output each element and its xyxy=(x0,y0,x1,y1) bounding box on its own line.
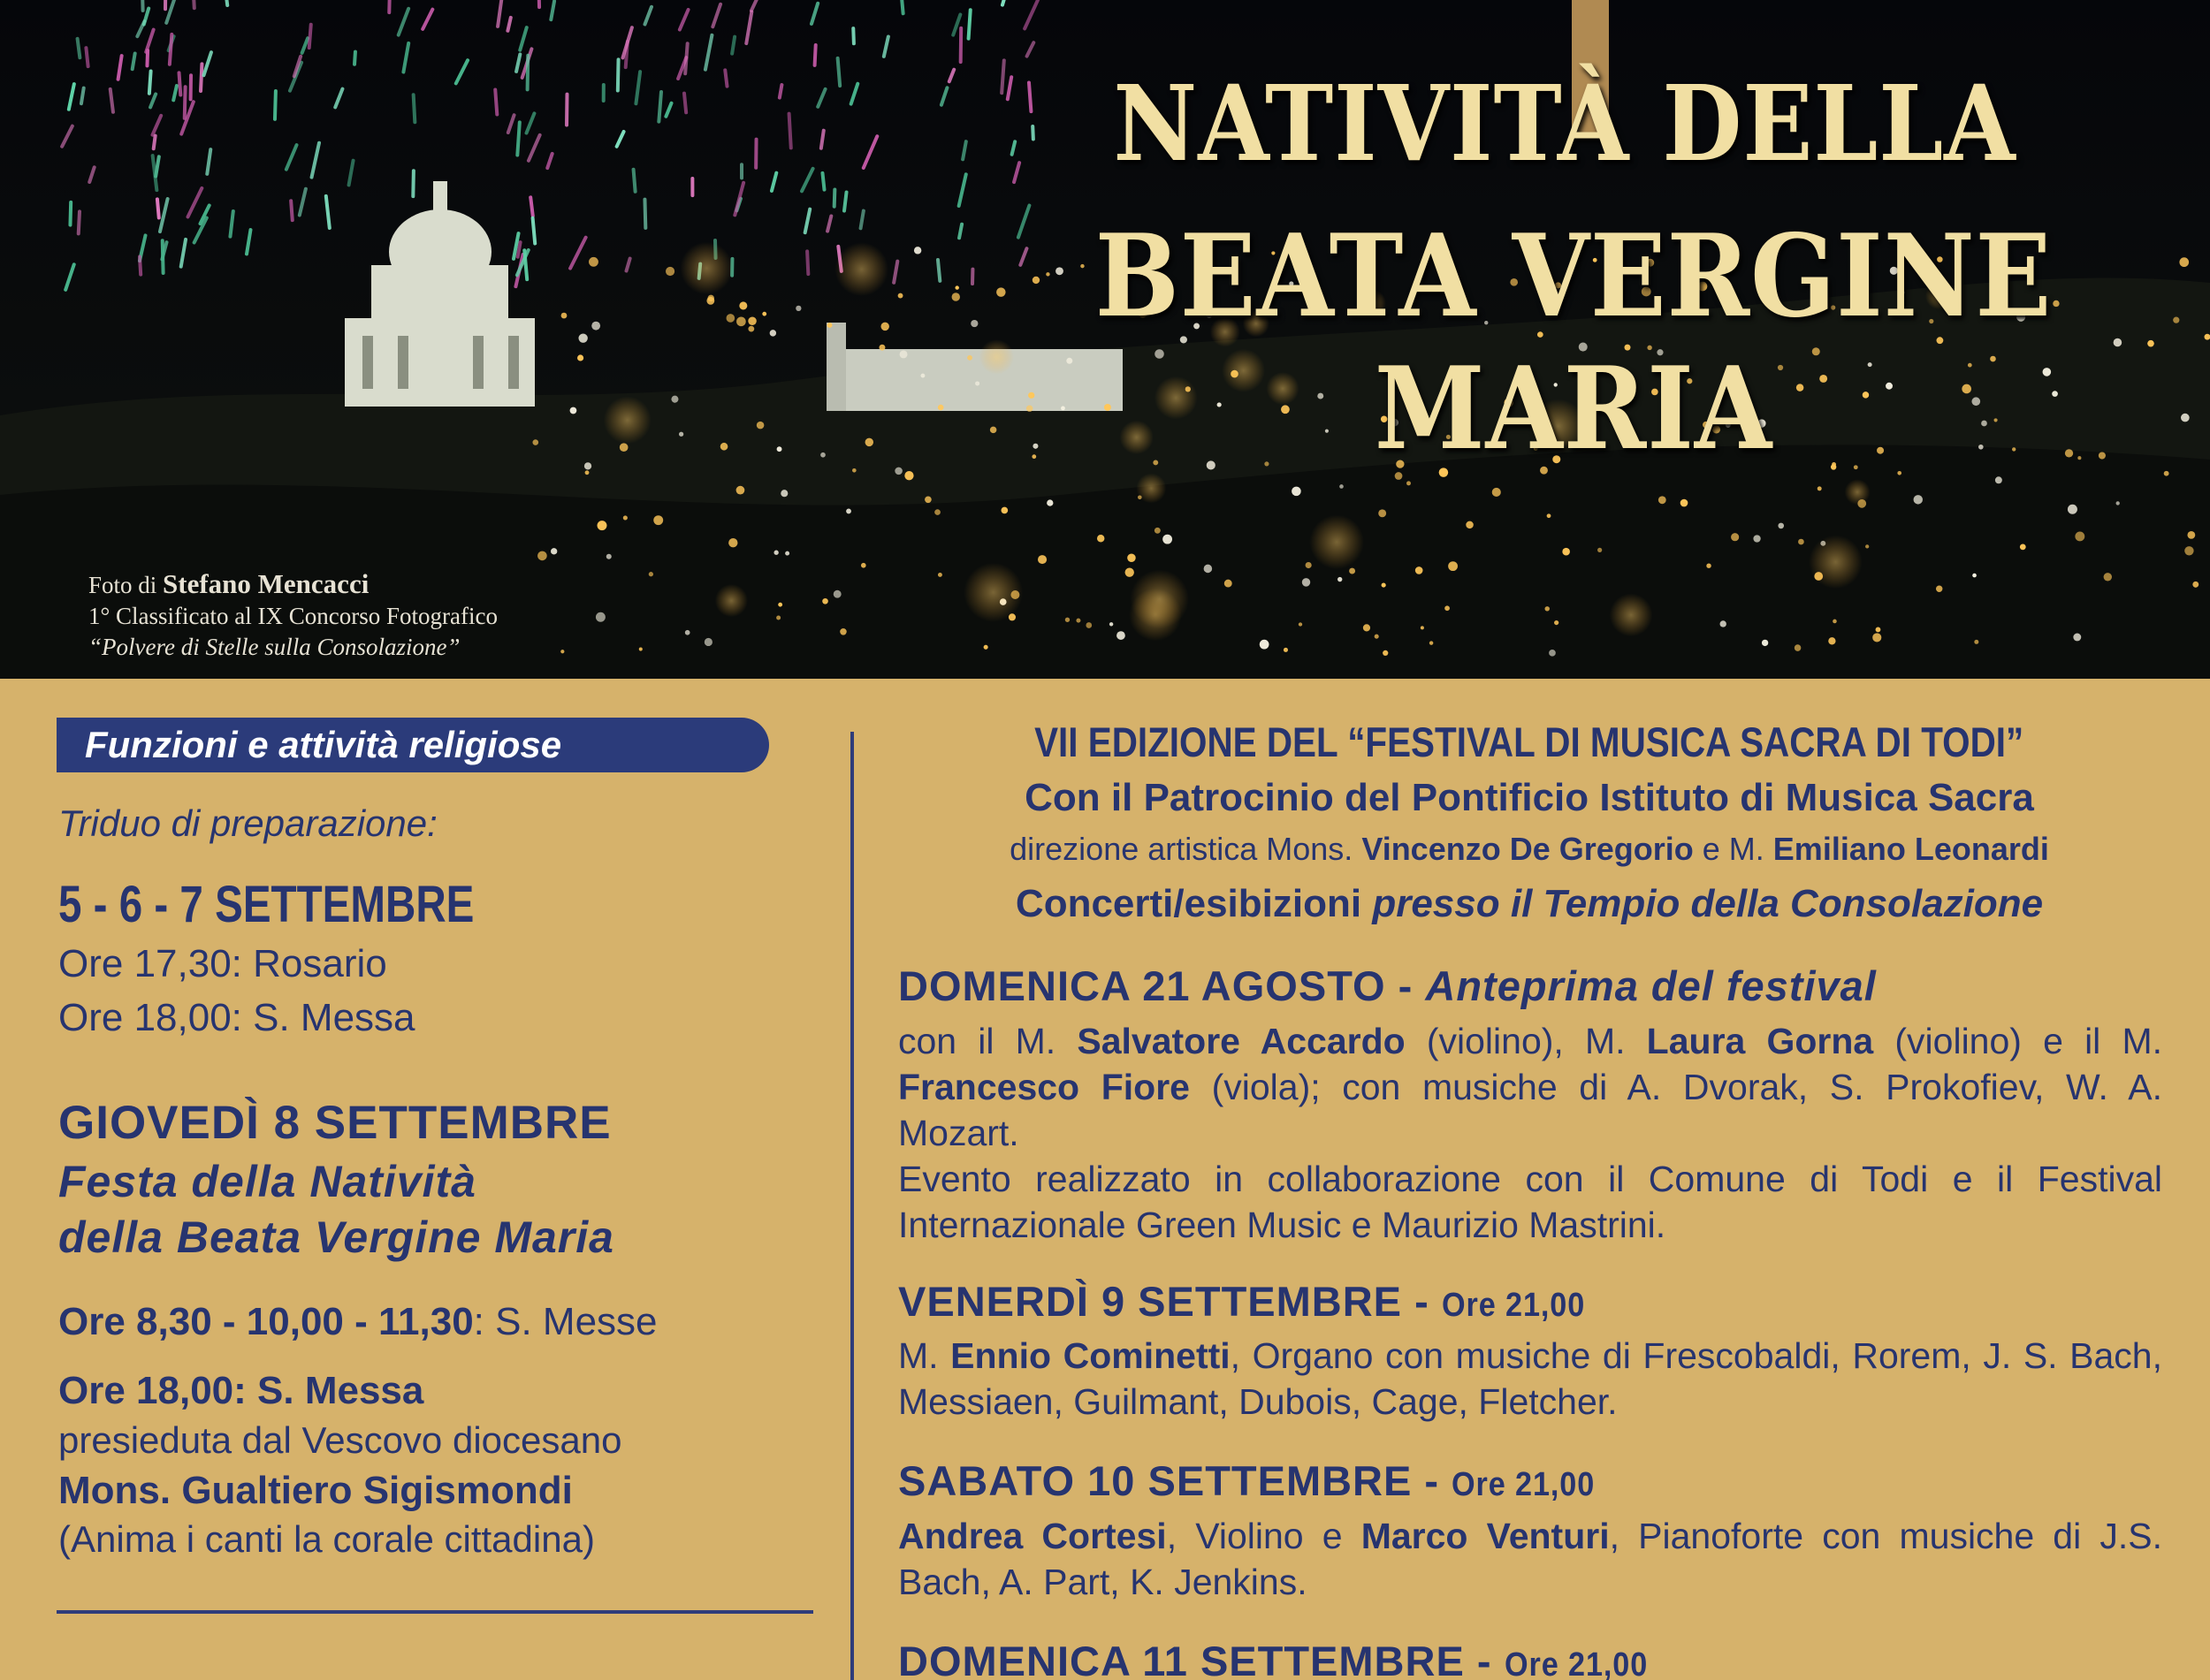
town-light xyxy=(1706,563,1711,567)
credit-photographer: Stefano Mencacci xyxy=(163,568,370,599)
light-glow xyxy=(979,339,1014,374)
town-light xyxy=(904,471,913,480)
town-light xyxy=(1658,496,1666,504)
festival-title: VII EDIZIONE DEL “FESTIVAL DI MUSICA SACRA DI TODI” xyxy=(1034,718,2024,765)
town-light xyxy=(895,468,903,475)
town-light xyxy=(1337,577,1342,582)
firework-streak xyxy=(685,43,688,73)
town-light xyxy=(1972,574,1977,578)
town-light xyxy=(971,320,978,327)
triduo-item-mass: Ore 18,00: S. Messa xyxy=(58,996,415,1039)
town-light xyxy=(1162,535,1172,544)
firework-streak xyxy=(201,64,202,91)
firework-streak xyxy=(193,0,194,8)
town-light xyxy=(598,521,607,530)
town-light xyxy=(639,648,643,651)
light-glow xyxy=(715,584,748,617)
town-light xyxy=(537,551,547,561)
town-light xyxy=(1795,644,1802,651)
town-light xyxy=(1038,555,1047,564)
firework-streak xyxy=(154,136,156,149)
town-light xyxy=(938,405,944,411)
feast-name-line-2: della Beata Vergine Maria xyxy=(58,1212,614,1262)
town-light xyxy=(727,314,735,323)
firework-streak xyxy=(179,72,181,95)
town-light xyxy=(1865,544,1869,548)
artistic-direction: direzione artistica Mons. Vincenzo De Gregorio e M. Emiliano Leonardi xyxy=(1010,831,2049,867)
firework-streak xyxy=(618,59,619,90)
firework-streak xyxy=(844,193,847,211)
firework-streak xyxy=(149,72,151,94)
town-light xyxy=(653,515,663,525)
town-light xyxy=(2173,317,2179,323)
town-light xyxy=(551,548,557,554)
town-light xyxy=(1224,580,1232,588)
firework-streak xyxy=(853,28,854,43)
evening-mass: Ore 18,00: S. Messa xyxy=(58,1369,424,1412)
firework-streak xyxy=(530,197,533,216)
town-light xyxy=(861,563,866,568)
triduo-item-rosary: Ore 17,30: Rosario xyxy=(58,942,387,985)
town-light xyxy=(967,355,972,361)
firework-streak xyxy=(309,25,311,48)
town-light xyxy=(584,462,591,469)
town-light xyxy=(1544,606,1549,611)
town-light xyxy=(990,427,997,434)
credit-prefix: Foto di xyxy=(88,572,157,598)
town-light xyxy=(1466,521,1474,529)
town-light xyxy=(1936,586,1942,592)
town-light xyxy=(1872,633,1881,642)
town-light xyxy=(1974,640,1978,644)
firework-streak xyxy=(414,95,415,122)
town-light xyxy=(748,326,754,332)
morning-masses: Ore 8,30 - 10,00 - 11,30: S. Messe xyxy=(58,1300,658,1343)
town-light xyxy=(776,616,781,620)
light-glow xyxy=(964,563,1023,622)
town-light xyxy=(934,509,941,515)
town-light xyxy=(827,323,833,328)
firework-streak xyxy=(634,170,636,192)
town-light xyxy=(1292,487,1301,497)
town-light xyxy=(2073,634,2081,642)
town-light xyxy=(1127,554,1136,563)
town-light xyxy=(748,316,757,325)
triduo-title: Triduo di preparazione: xyxy=(58,802,438,844)
bishop-name: Mons. Gualtiero Sigismondi xyxy=(58,1469,573,1512)
town-light xyxy=(1995,476,2002,483)
town-light xyxy=(1375,635,1379,639)
town-light xyxy=(1302,578,1310,586)
firework-streak xyxy=(275,91,276,119)
night-photo xyxy=(0,0,2210,679)
event-1-note: Evento realizzato in collaborazione con il Comune di Todi e il Festival Internazionale Green Music e Maurizio Mastrini. xyxy=(898,1159,2162,1245)
town-light xyxy=(1339,484,1344,489)
town-light xyxy=(532,439,538,445)
firework-streak xyxy=(822,173,824,190)
town-light xyxy=(1562,548,1570,556)
town-light xyxy=(666,267,674,276)
firework-streak xyxy=(70,202,71,225)
town-light xyxy=(649,572,653,576)
town-light xyxy=(1680,499,1688,507)
town-light xyxy=(1378,509,1386,517)
title-line-2: BEATA VERGINE MARIA xyxy=(1094,210,2053,475)
town-light xyxy=(736,486,745,495)
town-light xyxy=(996,287,1005,296)
firework-streak xyxy=(807,251,808,274)
triduo-dates: 5 - 6 - 7 SETTEMBRE xyxy=(58,876,475,933)
firework-streak xyxy=(902,1,903,14)
light-glow xyxy=(1136,474,1166,504)
firework-streak xyxy=(170,34,171,65)
town-light xyxy=(762,312,766,316)
firework-streak xyxy=(78,39,80,57)
town-light xyxy=(1914,495,1923,504)
town-light xyxy=(920,374,925,378)
town-light xyxy=(880,323,888,331)
firework-streak xyxy=(659,92,661,122)
firework-streak xyxy=(780,85,782,98)
town-light xyxy=(1363,624,1370,631)
event-2-heading: VENERDÌ 9 SETTEMBRE - Ore 21,00 xyxy=(898,1278,1585,1325)
town-light xyxy=(585,470,590,475)
town-light xyxy=(852,468,857,473)
event-3-text: Andrea Cortesi, Violino e Marco Venturi, Pianoforte con musiche di J.S. Bach, A. Part, K. Jenkins. xyxy=(898,1516,2163,1602)
firework-streak xyxy=(140,256,141,274)
town-light xyxy=(1549,650,1556,657)
town-light xyxy=(1047,499,1053,506)
firework-streak xyxy=(79,211,80,233)
town-light xyxy=(1406,481,1411,485)
section-label-religious: Funzioni e attività religiose xyxy=(57,718,769,772)
town-light xyxy=(914,247,921,254)
firework-streak xyxy=(528,56,529,90)
firework-streak xyxy=(86,48,88,66)
light-glow xyxy=(834,242,888,296)
town-light xyxy=(679,432,683,437)
town-light xyxy=(898,293,903,299)
town-light xyxy=(1097,535,1104,542)
town-light xyxy=(1109,622,1113,626)
town-light xyxy=(952,293,960,300)
firework-streak xyxy=(147,50,148,65)
choir-note: (Anima i canti la corale cittadina) xyxy=(58,1518,595,1560)
town-light xyxy=(778,603,782,607)
firework-streak xyxy=(81,88,84,104)
light-glow xyxy=(1130,570,1189,629)
town-light xyxy=(879,345,885,351)
town-light xyxy=(1349,568,1355,574)
town-light xyxy=(1429,641,1433,644)
town-light xyxy=(1448,561,1458,571)
town-light xyxy=(2104,573,2112,581)
town-light xyxy=(2187,531,2195,539)
town-light xyxy=(938,573,942,577)
light-glow xyxy=(681,242,733,294)
town-light xyxy=(2147,340,2154,347)
firework-streak xyxy=(142,0,143,11)
title-line-1: NATIVITÀ DELLA xyxy=(1113,62,2016,185)
credit-award: 1° Classificato al IX Concorso Fotografico xyxy=(88,603,498,629)
town-light xyxy=(1155,528,1161,534)
town-light xyxy=(736,316,746,326)
town-light xyxy=(578,333,587,342)
town-light xyxy=(1753,535,1760,542)
town-light xyxy=(623,515,628,520)
town-light xyxy=(570,407,577,414)
firework-streak xyxy=(684,94,686,113)
town-light xyxy=(757,422,765,430)
town-light xyxy=(1720,620,1726,627)
light-glow xyxy=(604,396,652,444)
event-3-heading: SABATO 10 SETTEMBRE - Ore 21,00 xyxy=(898,1457,1596,1504)
firework-streak xyxy=(1029,83,1031,112)
left-separator xyxy=(57,1610,813,1614)
firework-streak xyxy=(938,260,940,281)
firework-streak xyxy=(644,200,645,228)
firework-streak xyxy=(495,90,497,115)
town-light xyxy=(1444,605,1450,611)
town-light xyxy=(1076,619,1080,623)
town-light xyxy=(770,330,776,336)
concerts-venue: Concerti/esibizioni presso il Tempio della Consolazione xyxy=(1015,882,2044,925)
town-light xyxy=(1876,627,1881,633)
photo-credit xyxy=(88,568,498,663)
town-light xyxy=(2116,501,2120,505)
firework-streak xyxy=(163,240,164,273)
town-light xyxy=(2179,257,2189,267)
town-light xyxy=(2020,544,2026,550)
town-light xyxy=(739,301,747,309)
light-glow xyxy=(1610,594,1653,637)
town-light xyxy=(955,285,958,289)
firework-streak xyxy=(789,114,791,148)
town-light xyxy=(777,446,782,452)
firework-streak xyxy=(157,199,159,217)
town-light xyxy=(984,645,988,650)
town-light xyxy=(820,452,826,458)
town-light xyxy=(1306,562,1312,568)
event-2-text: M. Ennio Cominetti, Organo con musiche di Frescobaldi, Rorem, J. S. Bach, Messiaen, Guilmant, Dubois, Cage, Fletcher. xyxy=(898,1335,2162,1422)
town-light xyxy=(1382,583,1386,588)
town-light xyxy=(796,306,801,311)
town-light xyxy=(2075,531,2084,541)
town-light xyxy=(1492,488,1501,497)
town-light xyxy=(720,443,728,451)
town-light xyxy=(1065,618,1070,622)
firework-streak xyxy=(413,171,414,196)
town-light xyxy=(1798,539,1804,545)
town-light xyxy=(925,496,932,503)
town-light xyxy=(708,295,714,301)
town-light xyxy=(589,257,598,267)
town-light xyxy=(1833,620,1837,624)
town-light xyxy=(596,612,606,622)
firework-streak xyxy=(834,189,835,206)
town-light xyxy=(1762,640,1768,646)
firework-streak xyxy=(725,70,727,86)
firework-streak xyxy=(533,218,536,244)
town-light xyxy=(1828,637,1835,644)
town-light xyxy=(1415,566,1423,574)
town-light xyxy=(865,438,873,446)
town-light xyxy=(1116,631,1125,640)
firework-streak xyxy=(291,201,293,220)
town-light xyxy=(705,638,713,646)
town-light xyxy=(846,509,851,514)
firework-streak xyxy=(354,52,355,65)
light-glow xyxy=(1845,479,1871,505)
town-light xyxy=(1086,622,1092,628)
firework-streak xyxy=(815,45,816,65)
town-light xyxy=(685,630,690,635)
column-divider xyxy=(850,732,854,1680)
firework-streak xyxy=(838,58,841,86)
firework-streak xyxy=(969,10,971,38)
town-light xyxy=(840,628,847,635)
town-light xyxy=(560,650,564,653)
town-light xyxy=(1125,567,1134,576)
town-light xyxy=(1547,513,1551,518)
town-light xyxy=(785,551,789,556)
firework-streak xyxy=(518,242,521,257)
patronage: Con il Patrocinio del Pontificio Istituto di Musica Sacra xyxy=(1025,776,2034,819)
town-light xyxy=(781,490,788,497)
town-light xyxy=(1597,548,1602,552)
town-light xyxy=(1778,523,1784,529)
town-light xyxy=(591,322,600,331)
program-panel xyxy=(0,679,2210,1680)
town-light xyxy=(2184,546,2193,555)
event-1-heading: DOMENICA 21 AGOSTO - Anteprima del festival xyxy=(898,962,1877,1009)
town-light xyxy=(1731,533,1739,541)
town-light xyxy=(671,396,678,403)
feast-date: GIOVEDÌ 8 SETTEMBRE xyxy=(58,1097,612,1149)
presided-by: presieduta dal Vescovo diocesano xyxy=(58,1419,622,1461)
feast-name-line-1: Festa della Natività xyxy=(58,1157,476,1206)
firework-streak xyxy=(1002,60,1004,93)
light-glow xyxy=(1309,515,1364,570)
firework-streak xyxy=(185,87,186,118)
town-light xyxy=(774,551,778,555)
town-light xyxy=(1284,648,1288,652)
town-light xyxy=(975,381,979,385)
firework-streak xyxy=(517,122,520,155)
town-light xyxy=(1204,565,1213,574)
town-light xyxy=(1299,622,1302,626)
town-light xyxy=(606,554,612,559)
town-light xyxy=(834,590,842,598)
town-light xyxy=(1818,486,1822,490)
credit-contest: “Polvere di Stelle sulla Consolazione” xyxy=(88,634,461,660)
town-light xyxy=(2192,582,2199,588)
town-light xyxy=(2164,471,2169,476)
town-light xyxy=(577,354,583,361)
town-light xyxy=(1554,620,1558,625)
town-light xyxy=(728,538,737,547)
light-glow xyxy=(1809,536,1863,589)
event-1-text: con il M. Salvatore Accardo (violino), M. Laura Gorna (violino) e il M. Francesco Fiore (viola); con musiche di A. Dvorak, S. Prokofiev, W. A. Mozart. xyxy=(898,1021,2163,1153)
town-light xyxy=(900,350,908,358)
town-light xyxy=(1001,507,1008,514)
event-4-heading: DOMENICA 11 SETTEMBRE - Ore 21,00 xyxy=(898,1638,1648,1680)
town-light xyxy=(822,598,828,604)
town-light xyxy=(620,443,629,452)
town-light xyxy=(2181,414,2190,422)
town-light xyxy=(1383,650,1388,656)
town-light xyxy=(2068,505,2077,514)
town-light xyxy=(561,313,568,319)
town-light xyxy=(1260,640,1269,650)
town-light xyxy=(1421,626,1424,629)
